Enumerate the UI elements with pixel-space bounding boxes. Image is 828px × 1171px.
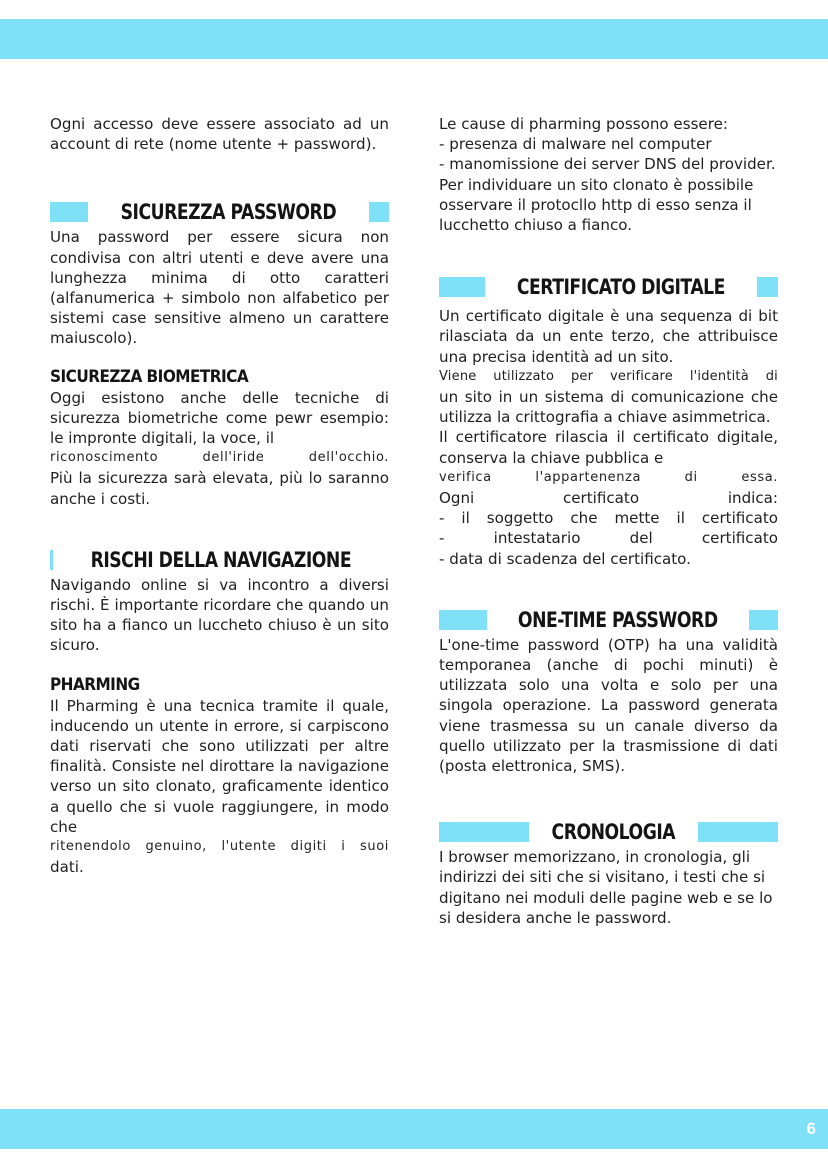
intro-text: Ogni accesso deve essere associato ad un account di rete (nome utente + password).: [50, 115, 389, 154]
section-title: ONE-TIME PASSWORD: [517, 607, 718, 632]
bottom-banner: [0, 1109, 828, 1149]
biometrica-text-1: Oggi esistono anche delle tecniche di sicurezza biometriche come pewr esempio: le impronte digitali, la voce, il: [50, 388, 389, 448]
certificato-text-1: Un certificato digitale è una sequenza di bit rilasciata da un ente terzo, che attribuisce una precisa identità ad un sito.: [439, 307, 778, 366]
section-title: CRONOLOGIA: [551, 820, 676, 845]
heading-bar-left: [50, 550, 53, 570]
page-number: 6: [806, 1119, 816, 1138]
certificato-text-9: - data di scadenza del certificato.: [439, 549, 691, 568]
pharming-clone-check: Per individuare un sito clonato è possibile osservare il protocllo http di esso senza il lucchetto chiuso a fianco.: [439, 175, 754, 235]
subheading-sicurezza-biometrica: SICUREZZA BIOMETRICA: [50, 366, 249, 387]
biometrica-text-3: Più la sicurezza sarà elevata, più lo saranno anche i costi.: [50, 469, 389, 508]
certificato-text-8: - intestatario del certificato: [439, 529, 778, 548]
pharming-text-1: Il Pharming è una tecnica tramite il quale, inducendo un utente in errore, si carpiscono dati riservati che sono utilizzati per altre finalità. Consiste nel dirottare la navigazione verso un sito clonato, graficamente identico a quello che si vuole raggiungere, in modo che: [50, 696, 389, 836]
heading-bar-left: [439, 822, 529, 842]
heading-bar-right: [369, 202, 389, 222]
pharming-cause-1: - presenza di malware nel computer: [439, 135, 712, 154]
biometrica-text-2: riconoscimento dell'iride dell'occhio.: [50, 450, 389, 466]
left-column: [50, 114, 389, 877]
pharming-causes-intro: Le cause di pharming possono essere:: [439, 115, 728, 133]
heading-bar-right: [749, 610, 778, 630]
pharming-text-2: ritenendolo genuino, l'utente digiti i suoi: [50, 839, 389, 855]
heading-rischi-navigazione: [50, 545, 389, 575]
pharming-text-3: dati.: [50, 858, 84, 877]
pharming-cause-2: - manomissione dei server DNS del provider.: [439, 155, 776, 174]
rischi-text: Navigando online si va incontro a diversi rischi. È importante ricordare che quando un sito ha a fianco un luccheto chiuso è un sito sicuro.: [50, 575, 389, 655]
top-banner: [0, 19, 828, 59]
section-title: RISCHI DELLA NAVIGAZIONE: [90, 547, 352, 572]
right-column: [439, 114, 778, 928]
certificato-text-7: - il soggetto che mette il certificato: [439, 509, 778, 528]
subheading-pharming: PHARMING: [50, 674, 140, 695]
heading-bar-right: [757, 277, 778, 297]
heading-cronologia: [439, 817, 778, 847]
otp-text: L'one-time password (OTP) ha una validità temporanea (anche di pochi minuti) è utilizzata solo una volta e solo per una singola operazione. La password generata viene trasmessa su un canale diverso da quello utilizzato per la trasmissione di dati (posta elettronica, SMS).: [439, 635, 778, 776]
certificato-text-3: un sito in un sistema di comunicazione che utilizza la crittografia a chiave asimmetrica.: [439, 388, 778, 427]
certificato-text-2: Viene utilizzato per verificare l'identità di: [439, 368, 778, 384]
heading-bar-left: [439, 277, 485, 297]
certificato-text-6: Ogni certificato indica:: [439, 489, 778, 508]
heading-certificato-digitale: [439, 272, 778, 302]
heading-bar-left: [439, 610, 487, 630]
section-title: SICUREZZA PASSWORD: [120, 200, 337, 225]
heading-bar-left: [50, 202, 88, 222]
heading-one-time-password: [439, 605, 778, 635]
heading-sicurezza-password: [50, 197, 389, 227]
certificato-text-5: verifica l'appartenenza di essa.: [439, 469, 778, 485]
sicurezza-password-text: Una password per essere sicura non condivisa con altri utenti e deve avere una lunghezza minima di otto caratteri (alfanumerica + simbolo non alfabetico per sistemi case sensitive almeno un carattere maiuscolo).: [50, 228, 389, 348]
cronologia-text: I browser memorizzano, in cronologia, gli indirizzi dei siti che si visitano, i testi che si digitano nei moduli delle pagine web e se lo si desidera anche le password.: [439, 848, 773, 927]
section-title: CERTIFICATO DIGITALE: [516, 275, 725, 300]
heading-bar-right: [698, 822, 778, 842]
certificato-text-4: Il certificatore rilascia il certificato digitale, conserva la chiave pubblica e: [439, 428, 778, 467]
